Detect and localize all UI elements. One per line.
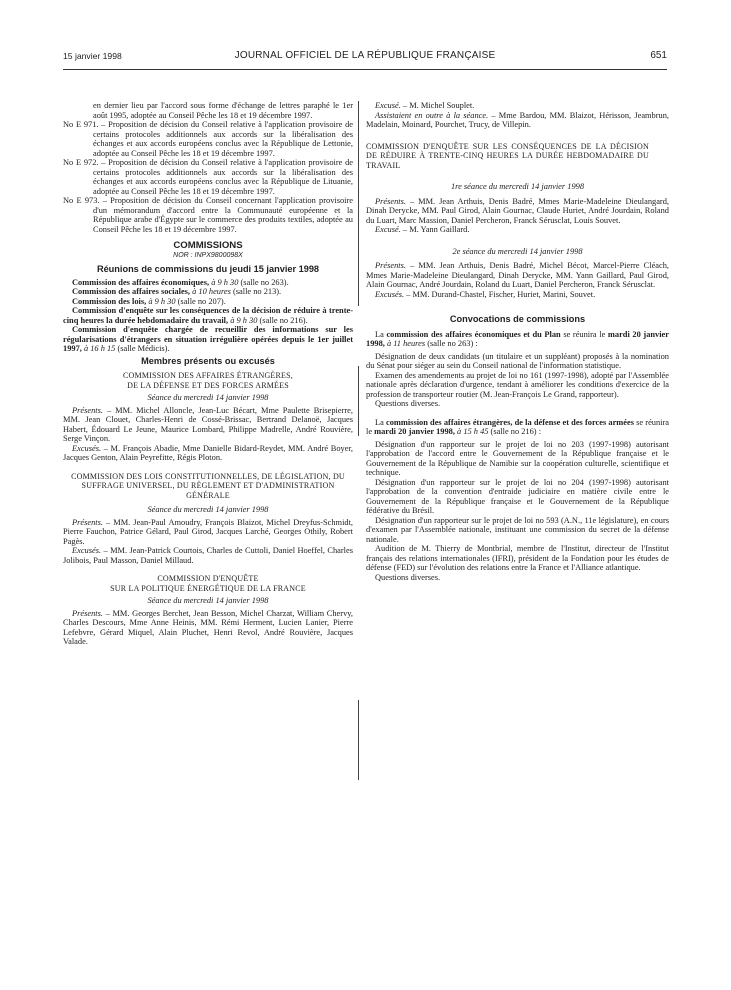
- convocation-item: Examen des amendements au projet de loi no 161 (1997-1998), adopté par l'Assemblée nationale après déclaration d'urgence, tendant à améliorer les conditions d'exercice de la profession de transporteur routier (M. Jean-François Le Grand, rapporteur).: [366, 370, 669, 399]
- convocation-item: Désignation d'un rapporteur sur le projet de loi no 204 (1997-1998) autorisant l'approbation de la convention d'entraide judiciaire en matière civile entre le Gouvernement de la République française et le Gouvernement de la République fédérative du Brésil.: [366, 477, 669, 515]
- reunion-item: Commission des affaires économiques, à 9 h 30 (salle no 263).: [72, 277, 289, 287]
- reunion-item: Commission des affaires sociales, à 10 heures (salle no 213).: [72, 287, 282, 296]
- convocation-item: Questions diverses.: [375, 572, 441, 582]
- presents-paragraph: Présents. – MM. Georges Berchet, Jean Besson, Michel Charzat, William Chervy, Charles Descours, Mme Anne Heinis, MM. Rémi Herment, Lucien Lanier, Pierre Lefebvre, Gérard Miquel, Alain Pluchet, Henri Revol, André Rouvière, Jacques Valade.: [63, 608, 353, 646]
- seance-date: 2e séance du mercredi 14 janvier 1998: [452, 246, 583, 256]
- convocation-item: Questions diverses.: [375, 399, 441, 408]
- column-divider-middle: [358, 366, 359, 436]
- convocation-item: Désignation d'un rapporteur sur le projet de loi no 203 (1997-1998) autorisant l'approbation de l'accord entre le Gouvernement de la République française et le Gouvernement de la République de Namibie sur la coopération culturelle, scientifique et technique.: [366, 439, 669, 477]
- header-date: 15 janvier 1998: [63, 51, 122, 61]
- excuses-paragraph: Excusés. – MM. Durand-Chastel, Fischer, Huriet, Marini, Souvet.: [375, 289, 596, 299]
- commission-title: COMMISSION D'ENQUÊTE SUR LES CONSÉQUENCES DE LA DÉCISION DE RÉDUIRE À TRENTE-CINQ HEURES LA DURÉE HEBDOMADAIRE DU TRAVAIL: [366, 141, 649, 170]
- nor-reference: NOR : INPX9800098X: [173, 251, 243, 259]
- convocation-item: Audition de M. Thierry de Montbrial, membre de l'Institut, directeur de l'Institut français des relations internationales (IFRI), président de la Fondation pour les études de défense (FED) sur l'évolution des relations entre la France et l'Alliance atlantique.: [366, 544, 669, 572]
- membres-heading: Membres présents ou excusés: [141, 355, 275, 366]
- seance-date: Séance du mercredi 14 janvier 1998: [147, 505, 269, 514]
- commission-title: SUR LA POLITIQUE ÉNERGÉTIQUE DE LA FRANCE: [110, 583, 306, 593]
- convocation-intro: La commission des affaires étrangères, de la défense et des forces armées se réunira le mardi 20 janvier 1998, à 15 h 45 (salle no 216) :: [366, 417, 669, 436]
- reunions-list: [63, 278, 353, 354]
- excuses-paragraph: Excusés. – M. François Abadie, Mme Danielle Bidard-Reydet, MM. André Boyer, Jacques Genton, Alain Peyrefitte, Régis Ploton.: [63, 443, 353, 462]
- seance-date: Séance du mercredi 14 janvier 1998: [147, 596, 269, 605]
- convocation-intro: La commission des affaires économiques et du Plan se réunira le mardi 20 janvier 1998, à 11 heures (salle no 263) :: [366, 329, 669, 348]
- reunion-item: Commission des lois, à 9 h 30 (salle no 207).: [72, 296, 226, 306]
- intro-paragraph: en dernier lieu par l'accord sous forme d'échange de lettres paraphé le 1er août 1995, adoptée au Conseil Pêche les 18 et 19 décembre 1997.: [93, 101, 353, 120]
- reunion-item: Commission d'enquête chargée de recueillir des informations sur les régularisations d'étrangers en situation irrégulière opérées depuis le 1er juillet 1997, à 16 h 15 (salle Médicis).: [63, 325, 353, 353]
- presents-paragraph: Présents. – MM. Jean Arthuis, Denis Badré, Mmes Marie-Madeleine Dieulangard, Dinah Derycke, MM. Paul Girod, Alain Gournac, Claude Huriet, André Jourdain, Roland du Luart, Marc Massion, Daniel Percheron, Franck Sérusclat, Louis Souvet.: [366, 196, 669, 225]
- header-rule: [63, 69, 667, 70]
- column-divider-bottom: [358, 700, 359, 780]
- item-e972: No E 972. – Proposition de décision du Conseil relative à l'application provisoire de certains protocoles additionnels aux accords sur la libéralisation des échanges et aux accords européens conclus avec la République de Lituanie, adoptée au Conseil Pêche les 18 et 19 décembre 1997.: [63, 158, 353, 196]
- presents-paragraph: Présents. – MM. Jean-Paul Amoudry, François Blaizot, Michel Dreyfus-Schmidt, Pierre Fauchon, Patrice Gélard, Paul Girod, Jacques Larché, Georges Othily, Robert Pagès.: [63, 517, 353, 546]
- column-divider-top: [358, 101, 359, 306]
- page-header: [63, 50, 667, 64]
- commission-title: COMMISSION DES LOIS CONSTITUTIONNELLES, DE LÉGISLATION, DU SUFFRAGE UNIVERSEL, DU RÈGLEMENT ET D'ADMINISTRATION GÉNÉRALE: [71, 471, 345, 500]
- excuse-paragraph: Excusé. – M. Michel Souplet.: [375, 101, 475, 110]
- header-page-number: 651: [650, 50, 667, 61]
- reunions-heading: Réunions de commissions du jeudi 15 janvier 1998: [96, 264, 320, 274]
- excuses-paragraph: Excusés. – MM. Jean-Patrick Courtois, Charles de Cuttoli, Daniel Hoeffel, Charles Jolibois, Paul Masson, Daniel Millaud.: [63, 546, 353, 565]
- seance-date: 1re séance du mercredi 14 janvier 1998: [450, 182, 585, 191]
- reunion-item: Commission d'enquête sur les conséquences de la décision de réduire à trente-cinq heures la durée hebdomadaire du travail, à 9 h 30 (salle no 216).: [63, 306, 353, 325]
- left-column: [63, 101, 353, 647]
- assistaient-paragraph: Assistaient en outre à la séance. – Mme Bardou, MM. Blaizot, Hérisson, Jeambrun, Madelain, Moinard, Pourchet, Trucy, de Villepin.: [366, 110, 669, 129]
- excuse-paragraph: Excusé. – M. Yann Gaillard.: [375, 225, 470, 234]
- item-e971: No E 971. – Proposition de décision du Conseil relative à l'application provisoire de certains protocoles additionnels aux accords sur la libéralisation des échanges et aux accords européens conclus avec la République de Lettonie, adoptée au Conseil Pêche les 18 et 19 décembre 1997.: [63, 120, 353, 158]
- convocation-item: Désignation d'un rapporteur sur le projet de loi no 593 (A.N., 11e législature), en cours d'examen par l'Assemblée nationale, instituant une commission du secret de la défense nationale.: [366, 515, 669, 544]
- commission-title: COMMISSION D'ENQUÊTE: [157, 574, 259, 583]
- item-e973: No E 973. – Proposition de décision du Conseil concernant l'application provisoire d'un mémorandum d'accord entre la Communauté européenne et la République arabe d'Égypte sur le commerce des produits textiles, adoptée au Conseil Pêche les 18 et 19 décembre 1997.: [63, 196, 353, 234]
- presents-paragraph: Présents. – MM. Michel Alloncle, Jean-Luc Bécart, Mme Paulette Brisepierre, MM. Jean Clouet, Charles-Henri de Cossé-Brissac, Bertrand Delanoë, Jacques Habert, Édouard Le Jeune, Maurice Lombard, Philippe Madrelle, André Rouvière, Serge Vinçon.: [63, 405, 353, 443]
- commissions-heading: COMMISSIONS: [173, 240, 243, 251]
- seance-date: Séance du mercredi 14 janvier 1998: [147, 393, 269, 402]
- right-column: [366, 101, 669, 582]
- convocation-item: Désignation de deux candidats (un titulaire et un suppléant) proposés à la nomination du Sénat pour siéger au sein du Conseil national de l'information statistique.: [366, 351, 669, 370]
- commission-title: COMMISSION DES AFFAIRES ÉTRANGÈRES,: [123, 371, 293, 380]
- presents-paragraph: Présents. – MM. Jean Arthuis, Denis Badré, Michel Bécot, Marcel-Pierre Cléach, Mmes Marie-Madeleine Dieulangard, Dinah Derycke, MM. Yann Gaillard, Paul Girod, Alain Gournac, André Jourdain, Roland du Luart, Daniel Percheron, Franck Sérusclat.: [366, 261, 669, 289]
- convocations-heading: Convocations de commissions: [449, 314, 586, 324]
- header-title: JOURNAL OFFICIEL DE LA RÉPUBLIQUE FRANÇAISE: [234, 50, 496, 61]
- commission-title: DE LA DÉFENSE ET DES FORCES ARMÉES: [127, 380, 289, 390]
